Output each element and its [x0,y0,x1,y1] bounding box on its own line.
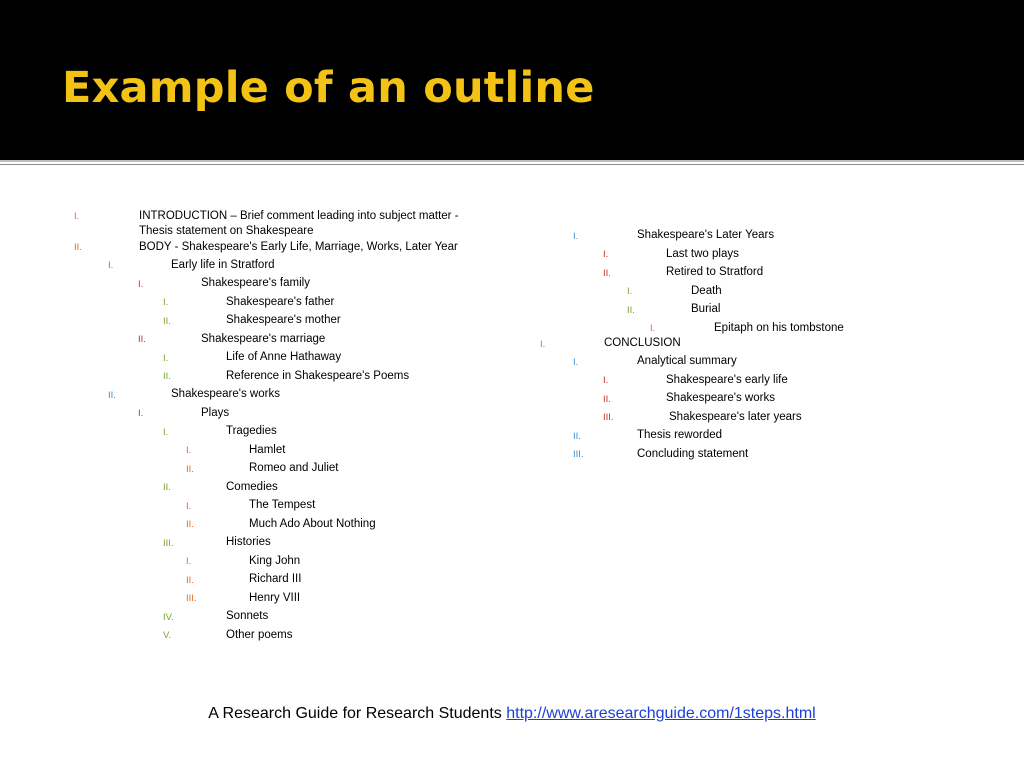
outline-marker: II. [186,464,194,475]
outline-item: Shakespeare's works [666,392,775,404]
outline-item: Comedies [226,481,278,493]
outline-item: Shakespeare's early life [666,374,788,386]
outline-marker: II. [108,390,116,401]
outline-marker: IV. [163,612,174,623]
outline-item: Reference in Shakespeare's Poems [226,370,410,382]
outline-item: Shakespeare's works [171,388,280,400]
outline-marker: III. [186,593,197,604]
outline-item: Tragedies [226,425,277,437]
outline-marker: III. [573,449,584,460]
outline-marker: I. [138,408,144,419]
outline-marker: II. [163,371,171,382]
outline-marker: I. [627,286,633,297]
outline-marker: I. [650,323,656,334]
outline-marker: II. [603,268,611,279]
outline-marker: I. [163,427,169,438]
outline-item: Other poems [226,629,293,641]
outline-item: Much Ado About Nothing [249,518,376,530]
outline-item: Analytical summary [637,355,737,367]
source-link[interactable]: http://www.aresearchguide.com/1steps.html [506,705,816,722]
outline-item: INTRODUCTION – Brief comment leading into subject matter - [139,210,459,222]
outline-item: Retired to Stratford [666,266,764,278]
outline-marker: III. [163,538,174,549]
outline-item: Histories [226,536,271,548]
outline-item: Thesis statement on Shakespeare [139,225,314,237]
outline-marker: I. [186,556,192,567]
outline-marker: II. [603,394,611,405]
outline-item: Shakespeare's family [201,277,310,289]
outline-marker: III. [603,412,614,423]
outline-item: Thesis reworded [637,429,723,441]
outline-item: Henry VIII [249,592,301,604]
outline-marker: I. [603,375,609,386]
outline-item: BODY - Shakespeare's Early Life, Marriage, Works, Later Year [139,241,458,253]
outline-item: Epitaph on his tombstone [714,322,844,334]
outline-item: Hamlet [249,444,286,456]
outline-marker: I. [186,501,192,512]
outline-item: Early life in Stratford [171,259,275,271]
outline-marker: I. [573,231,579,242]
outline-marker: II. [186,575,194,586]
outline-marker: I. [540,339,546,350]
outline-item: Shakespeare's father [226,296,335,308]
outline-item: Life of Anne Hathaway [226,351,342,363]
outline-marker: II. [138,334,146,345]
outline-marker: V. [163,630,172,641]
outline-marker: I. [163,297,169,308]
outline-marker: I. [603,249,609,260]
outline-item: CONCLUSION [604,337,681,349]
outline-item: Plays [201,407,230,419]
slide-title: Example of an outline [62,63,595,113]
outline-marker: I. [163,353,169,364]
outline-item: Shakespeare's Later Years [637,229,775,241]
outline-marker: II. [627,305,635,316]
outline-marker: I. [108,260,114,271]
outline-item: Shakespeare's later years [669,411,802,423]
footer-citation [0,705,1024,723]
outline-marker: II. [186,519,194,530]
outline-marker: I. [186,445,192,456]
outline-item: Burial [691,303,721,315]
outline-item: Last two plays [666,248,739,260]
outline-item: Romeo and Juliet [249,462,339,474]
outline-marker: I. [74,211,80,222]
outline-marker: I. [138,279,144,290]
outline-item: Shakespeare's mother [226,314,341,326]
outline-marker: II. [74,242,82,253]
outline-item: The Tempest [249,499,316,511]
outline-marker: I. [573,357,579,368]
outline-item: Richard III [249,573,302,585]
outline-item: Death [691,285,722,297]
footer-text: A Research Guide for Research Students [208,705,502,722]
outline-marker: II. [163,482,171,493]
outline-marker: II. [163,316,171,327]
outline-item: Concluding statement [637,448,749,460]
outline-marker: II. [573,431,581,442]
outline-item: King John [249,555,301,567]
outline-item: Sonnets [226,610,269,622]
outline-item: Shakespeare's marriage [201,333,326,345]
